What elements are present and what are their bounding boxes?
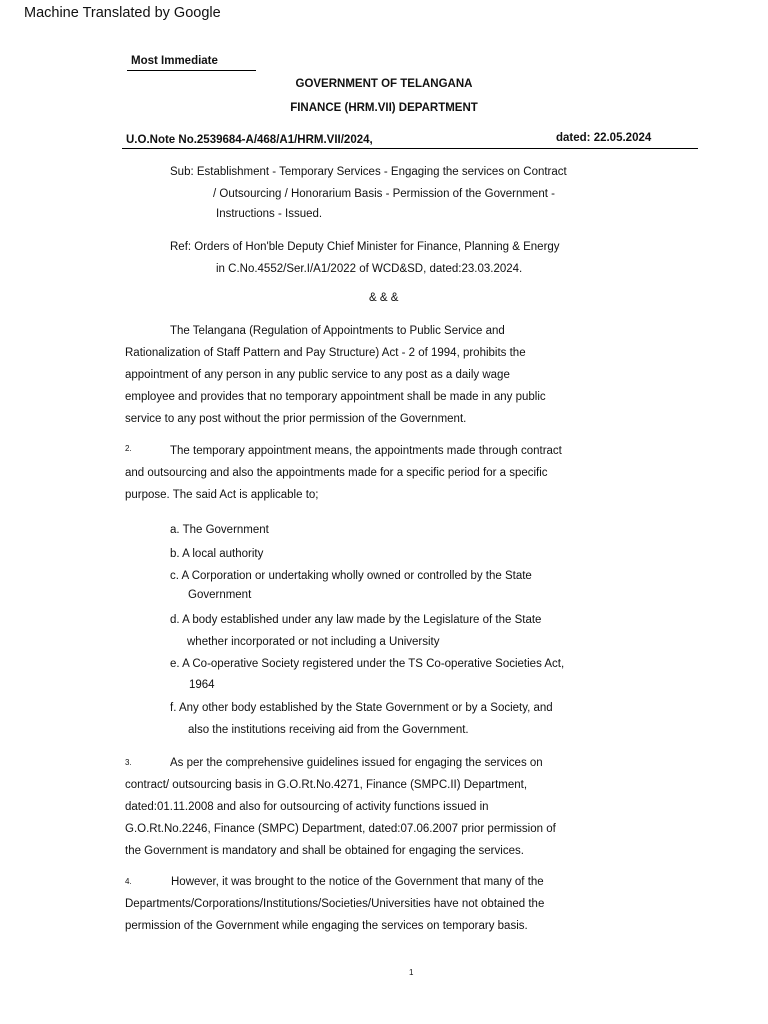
header-rule (122, 148, 698, 149)
note-date: dated: 22.05.2024 (556, 132, 652, 144)
para2-line-1: The temporary appointment means, the appointments made through contract (170, 445, 562, 457)
list-item-c: c. A Corporation or undertaking wholly owned or controlled by the State (170, 570, 532, 582)
list-item-f: f. Any other body established by the State Government or by a Society, and (170, 702, 553, 714)
subject-line-1: Sub: Establishment - Temporary Services - Engaging the services on Contract (170, 166, 567, 178)
para3-line-5: the Government is mandatory and shall be obtained for engaging the services. (125, 845, 524, 857)
government-title: GOVERNMENT OF TELANGANA (295, 78, 473, 90)
para3-line-1: As per the comprehensive guidelines issued for engaging the services on (170, 757, 543, 769)
subject-line-3: Instructions - Issued. (216, 208, 323, 220)
list-item-c-cont: Government (188, 589, 252, 601)
list-item-d: d. A body established under any law made by the Legislature of the State (170, 614, 542, 626)
list-item-f-cont: also the institutions receiving aid from the Government. (188, 724, 469, 736)
department-title: FINANCE (HRM.VII) DEPARTMENT (290, 102, 478, 114)
machine-translation-banner: Machine Translated by Google (24, 5, 221, 21)
para1-line-3: appointment of any person in any public service to any post as a daily wage (125, 369, 510, 381)
page-number: 1 (409, 968, 414, 977)
list-item-e-cont: 1964 (189, 679, 215, 691)
priority-label: Most Immediate (131, 55, 218, 67)
para1-line-4: employee and provides that no temporary appointment shall be made in any public (125, 391, 546, 403)
list-item-b: b. A local authority (170, 548, 264, 560)
para1-line-5: service to any post without the prior permission of the Government. (125, 413, 467, 425)
para2-line-3: purpose. The said Act is applicable to; (125, 489, 319, 501)
para2-line-2: and outsourcing and also the appointments made for a specific period for a specific (125, 467, 548, 479)
para3-line-2: contract/ outsourcing basis in G.O.Rt.No.4271, Finance (SMPC.II) Department, (125, 779, 528, 791)
para1-line-2: Rationalization of Staff Pattern and Pay Structure) Act - 2 of 1994, prohibits the (125, 347, 526, 359)
para3-number: 3. (125, 758, 132, 767)
list-item-d-cont: whether incorporated or not including a University (187, 636, 440, 648)
priority-underline (127, 70, 256, 71)
para4-number: 4. (125, 877, 132, 886)
para1-line-1: The Telangana (Regulation of Appointments to Public Service and (170, 325, 505, 337)
reference-line-1: Ref: Orders of Hon'ble Deputy Chief Minister for Finance, Planning & Energy (170, 241, 560, 253)
subject-line-2: / Outsourcing / Honorarium Basis - Permission of the Government - (213, 188, 555, 200)
para4-line-2: Departments/Corporations/Institutions/Societies/Universities have not obtained the (125, 898, 545, 910)
para4-line-3: permission of the Government while engaging the services on temporary basis. (125, 920, 528, 932)
uo-note-number: U.O.Note No.2539684-A/468/A1/HRM.VII/2024, (126, 134, 373, 146)
para3-line-3: dated:01.11.2008 and also for outsourcing of activity functions issued in (125, 801, 489, 813)
para4-line-1: However, it was brought to the notice of the Government that many of the (171, 876, 544, 888)
list-item-e: e. A Co-operative Society registered under the TS Co-operative Societies Act, (170, 658, 565, 670)
list-item-a: a. The Government (170, 524, 269, 536)
separator: & & & (369, 292, 399, 304)
para3-line-4: G.O.Rt.No.2246, Finance (SMPC) Department, dated:07.06.2007 prior permission of (125, 823, 556, 835)
reference-line-2: in C.No.4552/Ser.I/A1/2022 of WCD&SD, dated:23.03.2024. (216, 263, 523, 275)
para2-number: 2. (125, 444, 132, 453)
